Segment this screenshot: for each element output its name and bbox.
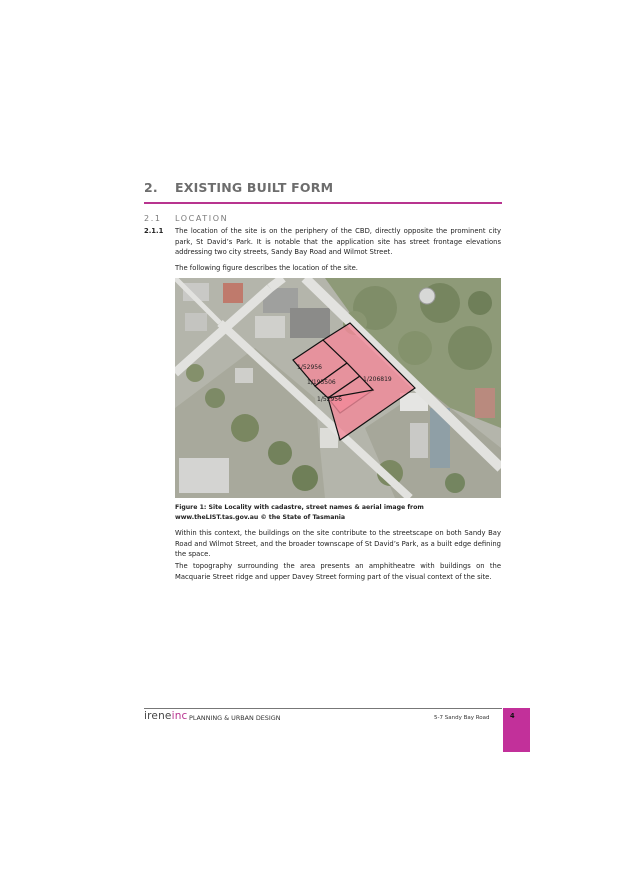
lot-label-3: 1/52956 <box>317 396 342 403</box>
chapter-divider <box>144 202 502 204</box>
section-heading <box>144 214 228 223</box>
brand-subtitle: PLANNING & URBAN DESIGN <box>189 714 281 722</box>
paragraph-location: The location of the site is on the periphery of the CBD, directly opposite the prominent city park, St David’s Park. It is notable that the application site has street frontage elevations addressing two city streets, Sandy Bay Road and Wilmot Street. <box>175 227 501 257</box>
paragraph-number: 2.1.1 <box>144 227 164 235</box>
site-locality-map <box>175 278 501 498</box>
section-title: LOCATION <box>175 214 229 223</box>
figure-caption: Figure 1: Site Locality with cadastre, street names & aerial image from www.theLIST.tas.gov.au © the State of Tasmania <box>175 504 424 521</box>
chapter-heading <box>144 180 502 195</box>
brand-logo <box>144 710 188 722</box>
lot-label-2: 1/195506 <box>307 379 336 386</box>
lot-label-4: 1/206819 <box>363 376 392 383</box>
chapter-number: 2. <box>144 180 158 195</box>
chapter-title: EXISTING BUILT FORM <box>175 180 334 195</box>
lot-label-1: 1/52956 <box>297 364 322 371</box>
page-number: 4 <box>510 712 515 720</box>
paragraph-figure-intro: The following figure describes the location of the site. <box>175 264 358 272</box>
brand-accent: inc <box>171 710 188 722</box>
footer-document-title: 5-7 Sandy Bay Road <box>434 715 490 721</box>
footer-divider <box>144 708 502 709</box>
paragraph-topography: The topography surrounding the area presents an amphitheatre with buildings on the Macquarie Street ridge and upper Davey Street forming part of the visual context of the site. <box>175 562 501 581</box>
page-tab <box>503 708 530 752</box>
brand-main: irene <box>144 710 172 722</box>
paragraph-context: Within this context, the buildings on the site contribute to the streetscape on both Sandy Bay Road and Wilmot Street, and the broader townscape of St David’s Park, as a built edge defining the space. <box>175 529 501 559</box>
section-number: 2.1 <box>144 214 162 223</box>
